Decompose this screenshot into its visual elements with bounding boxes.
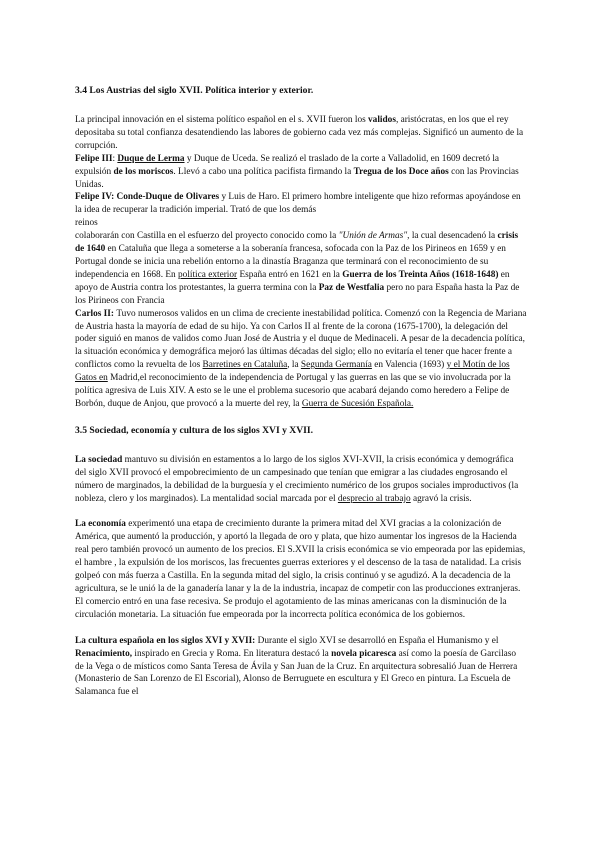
paragraph-cultura: La cultura española en los siglos XVI y XVII: Durante el siglo XVI se desarrolló en España el Humanismo y el Renacimiento, inspirado en Grecia y Roma. En literatura destacó la novela picaresca así como la poesía de Garcilaso de la Vega o de místicos como Santa Teresa de Ávila y San Juan de la Cruz. En arquitectura sobresalió Juan de Herrera (Monasterio de San Lorenzo de El Escorial), Alonso de Berruguete en escultura y El Greco en pintura. La Escuela de Salamanca fue el <box>75 635 518 698</box>
paragraph-validos: La principal innovación en el sistema político español en el s. XVII fueron los validos, aristócratas, en los que el rey depositaba su total confianza desatendiendo las labores de gobierno cada vez más complejas. Significó un aumento de la corrupción. <box>75 115 524 151</box>
paragraph-felipe-iv: Felipe IV: Conde-Duque de Olivares y Luis de Haro. El primero hombre inteligente que hizo reformas apoyándose en la idea de recuperar la tradición imperial. Trató de que los demás <box>75 192 521 216</box>
section-heading-austrias: 3.4 Los Austrias del siglo XVII. Política interior y exterior. <box>75 85 314 96</box>
paragraph-economia: La economía experimentó una etapa de crecimiento durante la primera mitad del XVI gracias a la colonización de América, que aumentó la producción, y aportó la llegada de oro y plata, que hizo aumentar los ingresos de la Hacienda real pero también provocó un aumento de los precios. El S.XVII la crisis económica se vio empeorada por las epidemias, el hambre , la expulsión de los moriscos, las frecuentes guerras exteriores y el descenso de la tasa de natalidad. La crisis golpeó con más fuerza a Castilla. En la segunda mitad del siglo, la crisis continuó y se agudizó. A la decadencia de la agricultura, se le unió la de la ganadería lanar y la de la industria, incapaz de competir con las producciones extranjeras. El comercio entró en una fase recesiva. Se produjo el agotamiento de las minas americanas con la disminución de la circulación monetaria. La situación fue empeorada por la incorrecta política económica de los gobiernos. <box>75 519 526 620</box>
paragraph-felipe-iv-cont: colaborarán con Castilla en el esfuerzo del proyecto conocido como la "Unión de Armas", la cual desencadenó la crisis de 1640 en Cataluña que llega a someterse a la soberanía francesa, sofocada con la Paz de los Pirineos en 1659 y en Portugal donde se inicia una rebelión entorno a la dinastía Braganza que terminará con el reconocimiento de su independencia en 1668. En política exterior España entró en 1621 en la Guerra de los Treinta Años (1618-1648) en apoyo de Austria contra los protestantes, la guerra termina con la Paz de Westfalia pero no para España hasta la Paz de los Pirineos con Francia <box>75 231 520 306</box>
paragraph-carlos-ii: Carlos II: Tuvo numerosos validos en un clima de creciente inestabilidad política. Comenzó con la Regencia de Mariana de Austria hasta la mayoría de edad de su hijo. Ya con Carlos II al frente de la corona (1675-1700), la delegación del poder siguió en manos de validos como Juan José de Austria y el duque de Medinaceli. A pesar de la decadencia política, la situación económica y demográfica mejoró las últimas décadas del siglo; ello no evitaría el tener que hacer frente a conflictos como la revuelta de los Barretines en Cataluña, la Segunda Germanía en Valencia (1693) y el Motín de los Gatos en Madrid,el reconocimiento de la independencia de Portugal y las guerras en las que se vio involucrada por la política agresiva de Luis XIV. A esto se le une el problema sucesorio que acabará dejando como heredero a Felipe de Borbón, duque de Anjou, que provocó a la muerte del rey, la Guerra de Sucesión Española. <box>75 308 527 409</box>
paragraph-sociedad: La sociedad mantuvo su división en estamentos a lo largo de los siglos XVI-XVII, la crisis económica y demográfica del siglo XVII provocó el empobrecimiento de un campesinado que tenían que emigrar a las ciudades engrosando el número de marginados, la debilidad de la burguesía y el crecimiento numérico de los grupos sociales improductivos (la nobleza, clero y los marginados). La mentalidad social marcada por el desprecio al trabajo agravó la crisis. <box>75 454 519 504</box>
document-body <box>75 84 527 699</box>
paragraph-felipe-iii: Felipe III: Duque de Lerma y Duque de Uceda. Se realizó el traslado de la corte a Valladolid, en 1609 decretó la expulsión de los moriscos. Llevó a cabo una política pacifista firmando la Tregua de los Doce años con las Provincias Unidas. <box>75 153 519 190</box>
section-heading-sociedad: 3.5 Sociedad, economía y cultura de los siglos XVI y XVII. <box>75 424 313 436</box>
paragraph-felipe-iv-reinos: reinos <box>75 218 98 229</box>
